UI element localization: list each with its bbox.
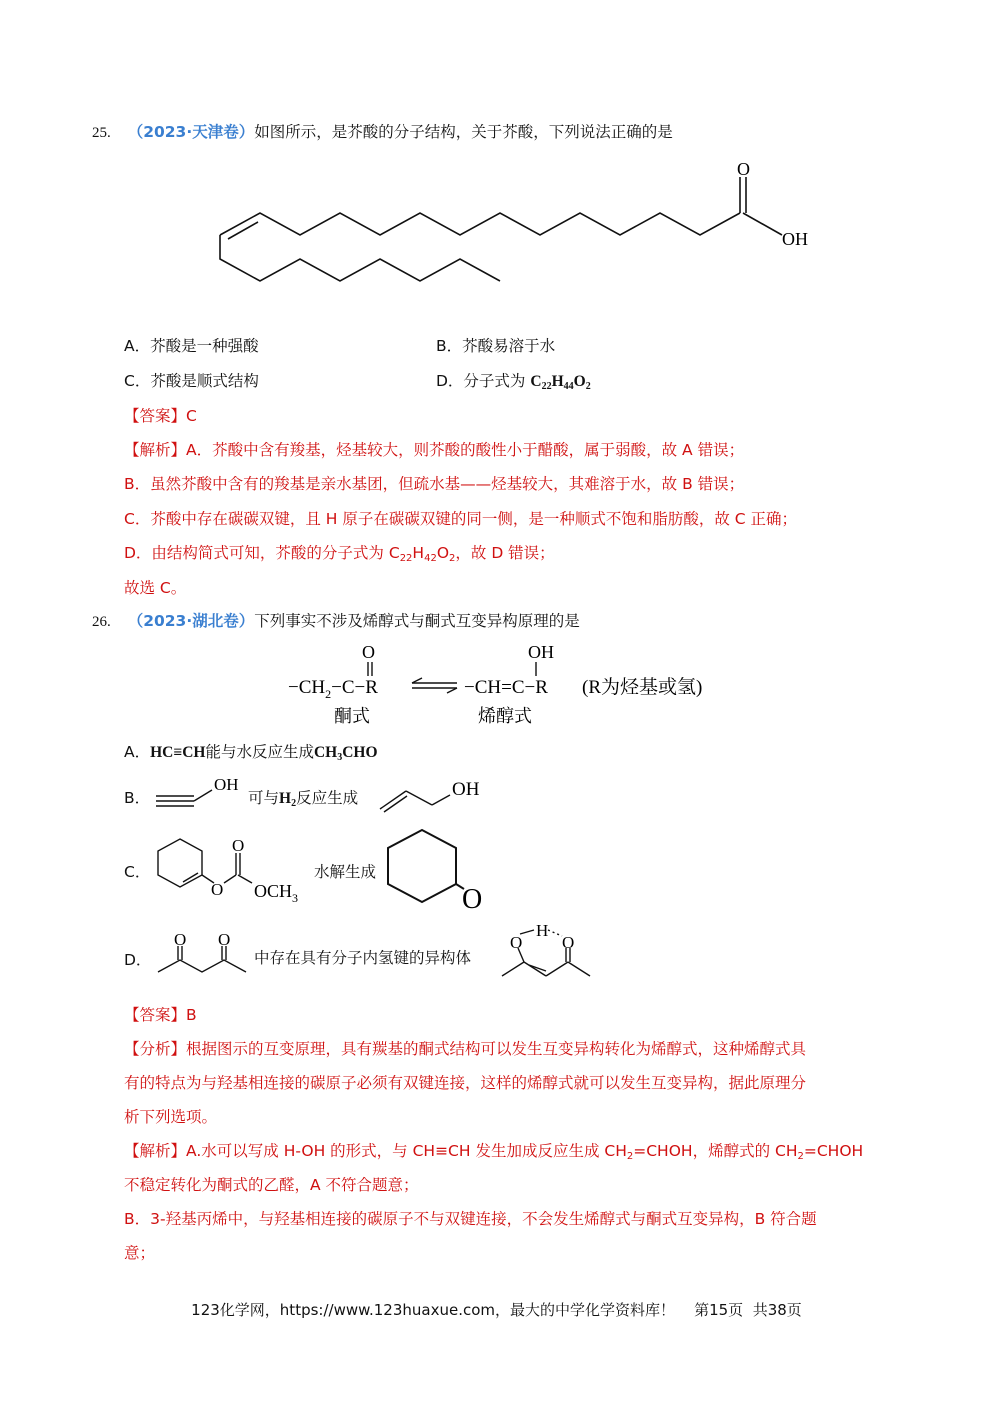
svg-text:OH: OH <box>452 779 480 800</box>
option-text: D．分子式为 <box>436 372 526 390</box>
question-number: 25. <box>92 125 111 141</box>
scheme-o: O <box>362 642 375 662</box>
svg-text:O: O <box>232 836 245 855</box>
jiexi-tag: 【解析】 <box>124 1142 187 1160</box>
tail-bonds <box>220 235 500 281</box>
q25-analysis-3: C．芥酸中存在碳碳双键，且 H 原子在碳碳双键的同一侧，是一种顺式不饱和脂肪酸，故 C 正确； <box>124 510 798 528</box>
enol-hbond-structure <box>496 918 606 990</box>
cyclohexenyl-carbonate-structure <box>150 835 320 907</box>
formula-acetylene: HC≡CH <box>150 744 206 761</box>
allyl-alcohol-structure <box>376 775 486 815</box>
svg-text:O: O <box>218 930 231 949</box>
equilibrium-arrow <box>412 678 457 693</box>
q26-stem-line <box>92 609 580 631</box>
q25-analysis-1: 【解析】A．芥酸中含有羧基，烃基较大，则芥酸的酸性小于醋酸，属于弱酸，故 A 错误； <box>124 441 745 459</box>
q26-jiexi-4: 意； <box>124 1244 156 1262</box>
answer-value: C <box>186 407 197 425</box>
q25-option-d <box>436 369 591 391</box>
svg-text:O: O <box>174 930 187 949</box>
fenxi-tag: 【分析】 <box>124 1040 187 1058</box>
q25-option-b: B．芥酸易溶于水 <box>436 337 556 355</box>
enol-label: 烯醇式 <box>478 706 532 726</box>
q26-option-b-prefix: B． <box>124 789 151 807</box>
scheme-keto: $-CH_2-C-R$ <box>288 677 378 701</box>
svg-text:O: O <box>562 933 575 952</box>
option-formula: $C_{22}H_{44}O_2$ <box>530 373 591 392</box>
carbonyl-o: O <box>737 159 750 179</box>
svg-text:O: O <box>462 884 483 915</box>
hydroxyl-label: OH <box>782 229 808 249</box>
q26-fenxi-1: 【分析】根据图示的互变原理，具有羰基的酮式结构可以发生互变异构转化为烯醇式，这种烯醇式具 <box>124 1040 807 1058</box>
q25-stem-line <box>92 120 673 142</box>
q25-option-c: C．芥酸是顺式结构 <box>124 372 259 390</box>
cyclohexanone-structure <box>382 826 492 916</box>
q26-option-b-text: 可与$H_2$反应生成 <box>248 789 359 809</box>
formula-h2: $H_2$ <box>279 790 297 809</box>
q26-jiexi-3: B．3-羟基丙烯中，与羟基相连接的碳原子不与双键连接，不会发生烯醇式与酮式互变异构，B 符合题 <box>124 1210 817 1228</box>
q26-option-d-text: 中存在具有分子内氢键的异构体 <box>254 949 472 967</box>
svg-text:OCH3: $OCH_3$ <box>254 881 299 905</box>
erucic-acid-structure <box>210 155 820 305</box>
q25-analysis-4: D．由结构简式可知，芥酸的分子式为 $C_{22}H_{42}O_2$，故 D 错误； <box>124 544 555 564</box>
q26-fenxi-3: 析下列选项。 <box>124 1108 218 1126</box>
q26-jiexi-2: 不稳定转化为酮式的乙醛，A 不符合题意； <box>124 1176 419 1194</box>
svg-text:OH: OH <box>214 775 239 794</box>
analysis-tag: 【解析】 <box>124 441 187 459</box>
svg-text:O: O <box>510 933 523 952</box>
question-stem: 下列事实不涉及烯醇式与酮式互变异构原理的是 <box>254 612 580 630</box>
q26-option-c-text: 水解生成 <box>314 863 377 881</box>
question-number: 26. <box>92 614 111 630</box>
chain-bonds <box>220 213 740 235</box>
question-source: （2023·湖北卷） <box>127 612 255 630</box>
q26-answer <box>124 1003 197 1025</box>
scheme-enol: −CH=C−R <box>464 677 548 698</box>
q25-answer <box>124 404 197 426</box>
q26-jiexi-1: 【解析】A.水可以写成 H-OH 的形式，与 CH≡CH 发生加成反应生成 $CH_2=CHOH$，烯醇式的 $CH_2=CHOH$ <box>124 1142 864 1162</box>
svg-text:H: H <box>536 921 549 940</box>
answer-tag: 【答案】 <box>124 1006 187 1024</box>
keto-label: 酮式 <box>334 706 370 726</box>
q26-option-d-prefix: D． <box>124 951 152 969</box>
question-stem: 如图所示，是芥酸的分子结构，关于芥酸，下列说法正确的是 <box>254 123 673 141</box>
q26-fenxi-2: 有的特点为与羟基相连接的碳原子必须有双键连接，这样的烯醇式就可以发生互变异构，据此原理分 <box>124 1074 807 1092</box>
q26-option-a: A．HC≡CH能与水反应生成$CH_3CHO$ <box>124 743 378 763</box>
acetylacetone-structure <box>150 928 260 984</box>
answer-tag: 【答案】 <box>124 407 187 425</box>
page-footer: 123化学网，https://www.123huaxue.com，最大的中学化学资料库！ 第15页 共38页 <box>191 1301 802 1319</box>
scheme-note: (R为烃基或氢) <box>582 677 703 698</box>
q25-conclusion: 故选 C。 <box>124 579 187 597</box>
question-source: （2023·天津卷） <box>127 123 255 141</box>
svg-text:O: O <box>211 880 224 899</box>
tautomer-scheme <box>282 638 732 730</box>
scheme-oh: OH <box>528 642 554 662</box>
propargyl-alcohol-structure <box>150 770 250 810</box>
q26-option-c-prefix: C． <box>124 863 151 881</box>
formula-acetaldehyde: $CH_3CHO$ <box>313 744 378 763</box>
answer-value: B <box>186 1006 197 1024</box>
q25-analysis-2: B．虽然芥酸中含有的羧基是亲水基团，但疏水基——烃基较大，其难溶于水，故 B 错误； <box>124 475 745 493</box>
q25-option-a: A．芥酸是一种强酸 <box>124 337 259 355</box>
